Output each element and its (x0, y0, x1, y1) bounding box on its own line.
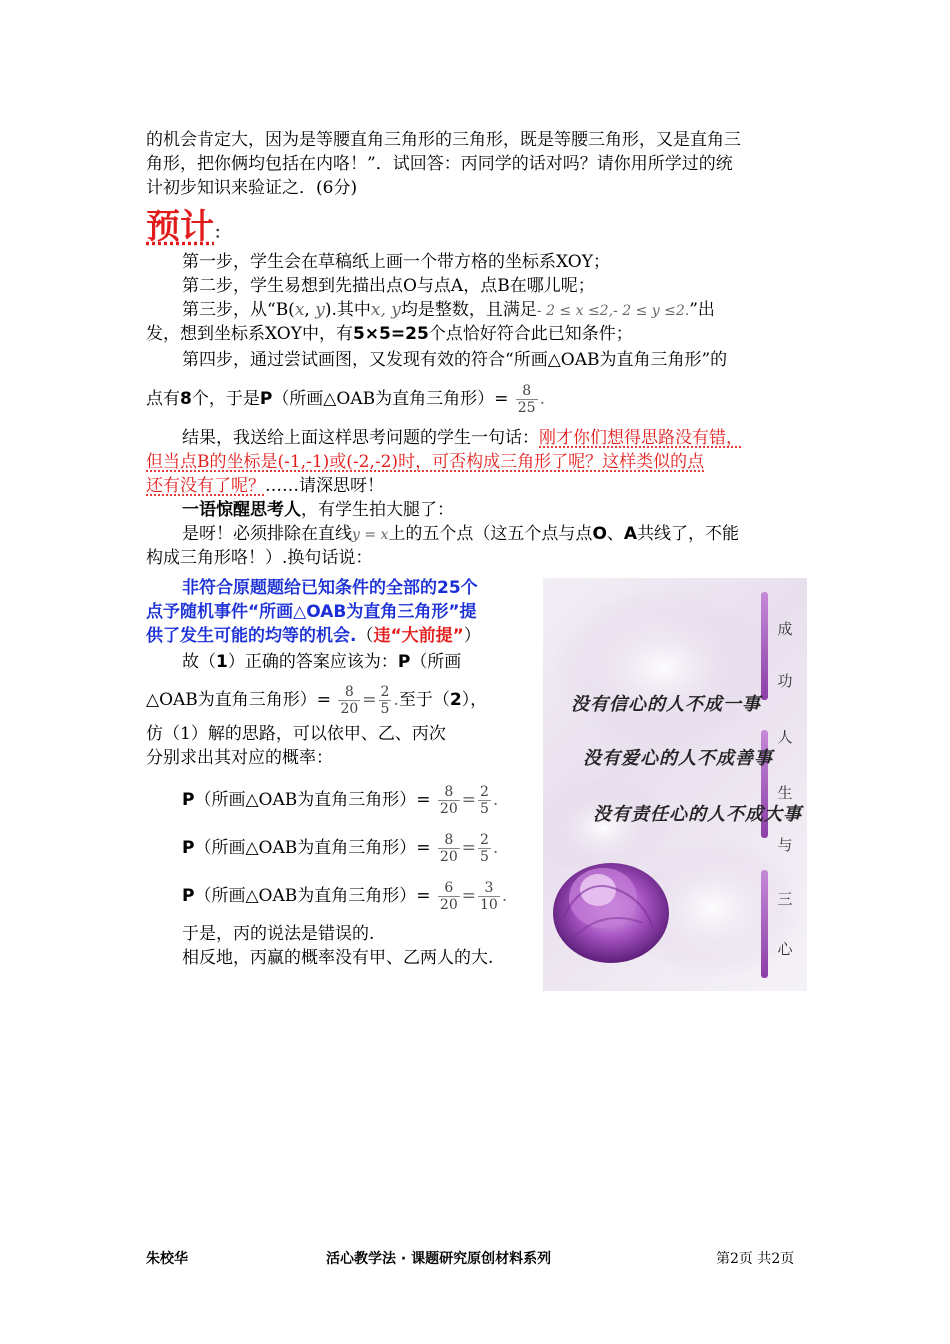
motto-poster-image (543, 578, 807, 991)
prob-line-1 (182, 784, 498, 817)
prob-frac-1 (438, 832, 460, 865)
prob-frac-1 (438, 880, 460, 913)
motto-line-3: 没有责任心的人不成大事 (593, 804, 802, 825)
frac-den: 20 (439, 897, 458, 913)
step-3-cont (146, 322, 633, 346)
result-c-red: 还有没有了呢？ (146, 476, 265, 496)
result-line-3 (146, 474, 384, 498)
fraction-2-5 (379, 684, 392, 717)
answer-l2c: ）， (461, 690, 488, 710)
step-3-y: y (315, 300, 325, 320)
answer-line-3: 仿（1）解的思路，可以依甲、乙、丙次 (146, 724, 446, 744)
vertical-char: 心 (777, 940, 793, 958)
step-3-xy: x, y (370, 300, 401, 320)
step-4-label: （所画△OAB为直角三角形）= (272, 389, 509, 409)
exclude-sep: 、 (606, 524, 624, 544)
fraction-8-20 (338, 684, 360, 717)
answer-l1d: （所画 (410, 652, 462, 672)
heading-colon: ： (214, 223, 231, 242)
prob-line-2 (182, 832, 498, 865)
vertical-char: 与 (777, 836, 793, 854)
frac-den: 5 (380, 701, 390, 717)
blue-l3b: （ (356, 626, 374, 646)
prob-dot: . (501, 886, 508, 906)
exclude-line-2: 构成三角形咯！）.换句话说： (146, 548, 373, 568)
blue-l3-red: 违“大前提” (373, 626, 464, 646)
result-c-rest: ……请深思呀！ (265, 476, 384, 496)
purple-rose (553, 863, 669, 963)
blue-l3a: 供了发生可能的均等的机会. (146, 626, 357, 646)
equals-sign: = (461, 790, 476, 810)
exclude-line-1 (182, 522, 739, 547)
motto-line-1: 没有信心的人不成一事 (571, 694, 761, 715)
frac-num: 2 (380, 684, 390, 700)
answer-l1p: P (397, 652, 411, 672)
decor-bar-3 (761, 870, 768, 978)
answer-dot: . (393, 690, 399, 710)
step-3 (182, 298, 715, 323)
answer-line-4: 分别求出其对应的概率： (146, 748, 333, 768)
step-4-p: P (259, 389, 273, 409)
footer-page-number: 第2页 共2页 (716, 1251, 795, 1267)
exclude-o: O (592, 524, 607, 544)
equals-sign: = (461, 886, 476, 906)
prob-frac-2 (478, 880, 500, 913)
prob-line-3 (182, 880, 507, 913)
vertical-char: 生 (777, 784, 793, 802)
prob-frac-2 (478, 784, 491, 817)
prob-label: （所画△OAB为直角三角形）= (194, 790, 431, 810)
insight-rest: ，有学生拍大腿了： (301, 500, 454, 520)
step-3-comma: , (304, 300, 316, 320)
section-heading (146, 199, 230, 248)
footer-series: 活心教学法 · 课题研究原创材料系列 (326, 1251, 552, 1267)
prob-p: P (182, 790, 195, 810)
step-3-count: 5×5=25 (352, 324, 429, 344)
step-3-x: x (294, 300, 305, 320)
prob-dot: . (492, 838, 499, 858)
frac-num: 8 (438, 832, 460, 849)
frac-num: 8 (438, 784, 460, 801)
step-4-pre: 点有 (146, 389, 180, 409)
blue-line-2: 点予随机事件“所画△OAB为直角三角形”提 (146, 602, 477, 622)
prob-label: （所画△OAB为直角三角形）= (194, 838, 431, 858)
blue-line-3 (146, 624, 481, 648)
frac-den: 5 (479, 849, 489, 865)
exclude-a: A (623, 524, 638, 544)
footer-author: 朱校华 (146, 1251, 188, 1267)
frac-num: 3 (478, 880, 500, 897)
result-line-2: 但当点B的坐标是(-1,-1)或(-2,-2)时，可否构成三角形了呢？这样类似的点 (146, 452, 705, 472)
prob-p: P (182, 886, 195, 906)
equals-sign: = (362, 690, 377, 710)
frac-den: 20 (439, 849, 458, 865)
result-a: 结果，我送给上面这样思考问题的学生一句话： (182, 428, 539, 448)
vertical-char: 功 (777, 672, 793, 690)
frac-num: 8 (338, 684, 360, 701)
step-3-b: ).其中 (324, 300, 371, 320)
fraction-8-25 (516, 383, 538, 416)
conclusion-line-2: 相反地，丙赢的概率没有甲、乙两人的大. (182, 948, 494, 968)
frac-num: 2 (479, 784, 489, 800)
answer-l1c: ）正确的答案应该为： (227, 652, 398, 672)
result-a-red: 刚才你们想得思路没有错， (539, 428, 743, 448)
step-3-a: 第三步，从“B( (182, 300, 295, 320)
step-2: 第二步，学生易想到先描出点O与点A，点B在哪儿呢； (182, 276, 595, 296)
intro-line-1: 的机会肯定大，因为是等腰直角三角形的三角形，既是等腰三角形，又是直角三 (146, 130, 741, 150)
answer-l1b: 1 (216, 652, 228, 672)
answer-line-1 (182, 650, 461, 674)
step-3-d: ”出 (689, 300, 715, 320)
answer-l2bold: 2 (449, 690, 462, 710)
heading-title: 预计 (146, 207, 214, 247)
blue-line-1: 非符合原题题给已知条件的全部的25个 (182, 578, 478, 598)
step-4-count: 8 (180, 389, 192, 409)
prob-frac-2 (478, 832, 491, 865)
blue-l3c: ） (463, 626, 481, 646)
result-line-1 (182, 426, 743, 450)
step-4: 第四步，通过尝试画图，又发现有效的符合“所画△OAB为直角三角形”的 (182, 350, 728, 370)
exclude-eq: y = x (352, 527, 389, 543)
step-3-c: 均是整数，且满足 (400, 300, 537, 320)
equals-sign: = (461, 838, 476, 858)
vertical-char: 三 (777, 890, 793, 908)
vertical-char: 成 (777, 620, 793, 638)
intro-line-2: 角形，把你俩均包括在内咯！”．试回答：丙同学的话对吗？请你用所学过的统 (146, 154, 733, 174)
step-4-mid: 个，于是 (191, 389, 260, 409)
frac-den: 25 (517, 400, 536, 416)
intro-line-3: 计初步知识来验证之．(6分) (146, 178, 358, 198)
step-3-condition: - 2 ≤ x ≤2,- 2 ≤ y ≤2. (536, 303, 690, 319)
frac-num: 6 (438, 880, 460, 897)
step-3-f: 个点恰好符合此已知条件； (428, 324, 633, 344)
conclusion-line-1: 于是，丙的说法是错误的. (182, 924, 375, 944)
exclude-post-1: 上的五个点（这五个点与点 (388, 524, 593, 544)
prob-dot: . (492, 790, 499, 810)
prob-label: （所画△OAB为直角三角形）= (194, 886, 431, 906)
step-4-cont (146, 383, 545, 416)
answer-l1a: 故（ (182, 652, 216, 672)
prob-p: P (182, 838, 195, 858)
frac-den: 20 (439, 801, 458, 817)
answer-l2a: △OAB为直角三角形）= (146, 690, 332, 710)
frac-den: 20 (340, 701, 359, 717)
answer-l2b: 至于（ (398, 690, 450, 710)
exclude-post-2: 共线了，不能 (637, 524, 740, 544)
motto-line-2: 没有爱心的人不成善事 (583, 748, 773, 769)
exclude-pre: 是呀！必须排除在直线 (182, 524, 352, 544)
insight-line (182, 498, 454, 522)
frac-num: 2 (479, 832, 489, 848)
decor-bar-1 (761, 592, 768, 700)
step-4-dot: . (539, 389, 545, 409)
vertical-char: 人 (777, 728, 793, 746)
frac-den: 5 (479, 801, 489, 817)
step-1: 第一步，学生会在草稿纸上画一个带方格的坐标系XOY； (182, 252, 610, 272)
prob-frac-1 (438, 784, 460, 817)
answer-line-2 (146, 684, 487, 717)
insight-bold: 一语惊醒思考人 (182, 500, 301, 520)
step-3-e: 发，想到坐标系XOY中，有 (146, 324, 353, 344)
frac-num: 8 (516, 383, 538, 400)
frac-den: 10 (479, 897, 498, 913)
